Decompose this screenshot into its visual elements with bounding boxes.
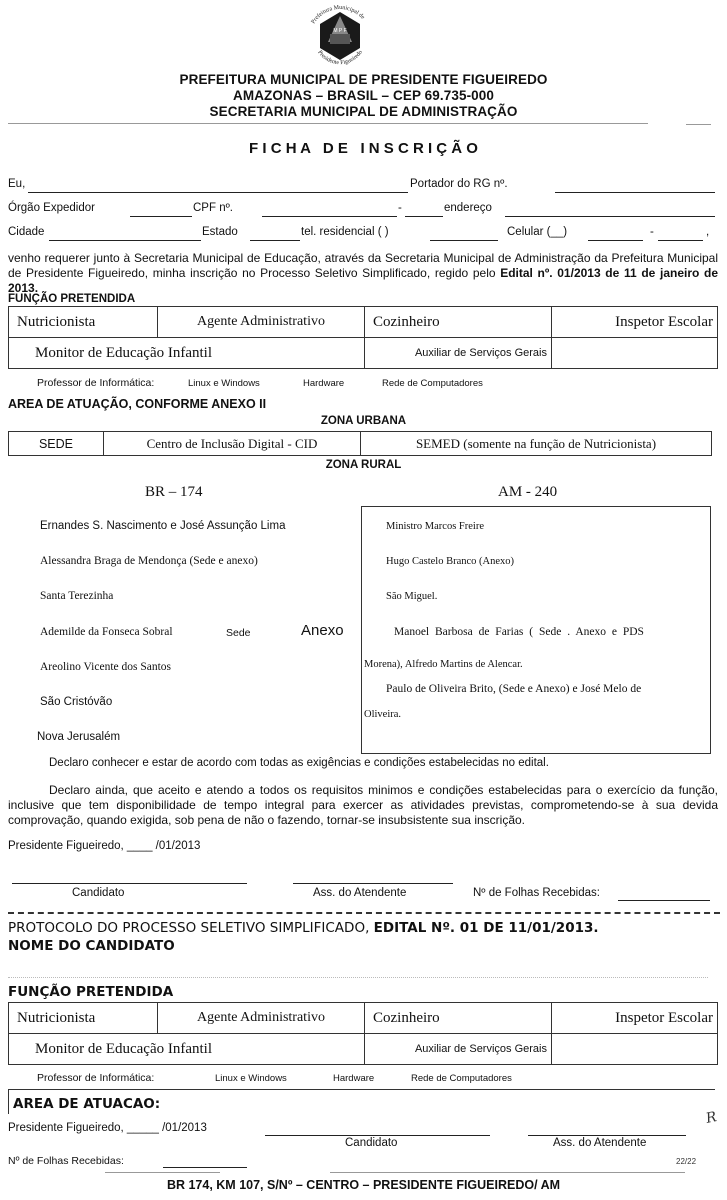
- funcao-option-cozinheiro[interactable]: Cozinheiro: [365, 307, 552, 338]
- declaration-2: Declaro ainda, que aceito e atendo a todos os requisitos minimos e condições estabelecidas para o exercício da função, inclusive que tem disponibilidade de tempo integral para exercer as atividades previstas, comprometendo-se à sua devida comprovação, quando exigida, sob pena de não o fazendo, tornar-se insubsistente sua inscrição.: [8, 783, 718, 827]
- candidato-signature-line[interactable]: [12, 883, 247, 884]
- funcao-option-inspetor-escolar[interactable]: Inspetor Escolar: [552, 307, 718, 338]
- handwritten-mark: R: [704, 1109, 719, 1127]
- tel-residencial-input-line[interactable]: [430, 240, 498, 241]
- br-item-santa-terezinha[interactable]: Santa Terezinha: [40, 590, 114, 602]
- protocolo-atendente-line[interactable]: [528, 1135, 686, 1136]
- br-ademilde-anexo[interactable]: Anexo: [301, 622, 344, 639]
- funcao-empty-cell: [552, 338, 718, 369]
- am-item-ministro-marcos-freire[interactable]: Ministro Marcos Freire: [386, 521, 484, 532]
- zona-urbana-table: [8, 431, 712, 456]
- protocolo-title: [8, 920, 599, 936]
- protocolo-funcao-auxiliar[interactable]: Auxiliar de Serviços Gerais: [365, 1034, 552, 1065]
- professor-option-rede[interactable]: Rede de Computadores: [382, 378, 483, 389]
- endereco-input-line[interactable]: [505, 216, 715, 217]
- protocolo-date-line: Presidente Figueiredo, _____ /01/2013: [8, 1122, 207, 1134]
- label-tel-residencial: tel. residencial ( ): [301, 226, 389, 238]
- funcao-option-monitor[interactable]: Monitor de Educação Infantil: [9, 338, 365, 369]
- protocolo-funcao-inspetor-escolar[interactable]: Inspetor Escolar: [552, 1003, 718, 1034]
- br-174-title: BR – 174: [145, 484, 203, 500]
- am-item-paulo-oliveira-cont: Oliveira.: [364, 709, 402, 720]
- am-item-manoel-barbosa[interactable]: Manoel Barbosa de Farias ( Sede . Anexo e PDS: [394, 626, 644, 638]
- declaration-1: Declaro conhecer e estar de acordo com todas as exigências e condições estabelecidas no edital.: [49, 757, 549, 769]
- protocolo-funcao-empty-cell: [552, 1034, 718, 1065]
- funcao-title: FUNÇÃO PRETENDIDA: [8, 293, 136, 305]
- br-item-ernandes[interactable]: Ernandes S. Nascimento e José Assunção Lima: [40, 520, 286, 532]
- nome-input-line[interactable]: [8, 977, 708, 978]
- am-item-paulo-oliveira[interactable]: Paulo de Oliveira Brito, (Sede e Anexo) e José Melo de: [386, 683, 642, 695]
- protocolo-professor-hardware[interactable]: Hardware: [333, 1073, 375, 1084]
- edital-reference: Edital nº. 01/2013 de 11 de janeiro de 2013.: [8, 266, 718, 295]
- area-title: AREA DE ATUAÇÃO, CONFORME ANEXO II: [8, 397, 267, 411]
- municipal-seal-logo: [300, 2, 380, 70]
- request-text: venho requerer junto à Secretaria Municipal de Educação, através da Secretaria Municipal de Administração da Prefeitura Municipal de Presidente Figueiredo, minha inscrição no Processo Seletivo Simplificado, regido pelo: [8, 251, 718, 280]
- celular-suffix-input-line[interactable]: [658, 240, 703, 241]
- cidade-input-line[interactable]: [49, 240, 201, 241]
- protocolo-professor-linux-windows[interactable]: Linux e Windows: [215, 1073, 287, 1084]
- header-divider-short: [686, 124, 711, 125]
- date-line: Presidente Figueiredo, ____ /01/2013: [8, 840, 201, 852]
- label-rg: Portador do RG nº.: [410, 178, 508, 190]
- header-line-1: PREFEITURA MUNICIPAL DE PRESIDENTE FIGUEIREDO: [179, 72, 548, 87]
- protocolo-funcao-monitor[interactable]: Monitor de Educação Infantil: [9, 1034, 365, 1065]
- celular-dash: -: [650, 226, 654, 238]
- funcao-option-agente-administrativo[interactable]: Agente Administrativo: [158, 307, 365, 338]
- page-number: 22/22: [676, 1157, 697, 1166]
- urbana-option-semed[interactable]: SEMED (somente na função de Nutricionista): [361, 432, 712, 456]
- estado-input-line[interactable]: [250, 240, 300, 241]
- logo-letters: M P F: [333, 28, 347, 34]
- label-eu: Eu,: [8, 178, 26, 190]
- professor-option-hardware[interactable]: Hardware: [303, 378, 345, 389]
- professor-label: Professor de Informática:: [37, 377, 155, 389]
- urbana-option-sede[interactable]: SEDE: [9, 432, 104, 456]
- protocolo-funcao-cozinheiro[interactable]: Cozinheiro: [365, 1003, 552, 1034]
- br-ademilde-sede[interactable]: Sede: [226, 627, 251, 639]
- form-title: F I C H A D E I N S C R I Ç Ã O: [249, 140, 478, 157]
- protocolo-candidato-line[interactable]: [265, 1135, 490, 1136]
- cpf-digit-input-line[interactable]: [405, 216, 443, 217]
- request-paragraph: [8, 251, 718, 296]
- header-line-3: SECRETARIA MUNICIPAL DE ADMINISTRAÇÃO: [209, 104, 518, 119]
- orgao-input-line[interactable]: [130, 216, 192, 217]
- protocolo-funcao-nutricionista[interactable]: Nutricionista: [9, 1003, 158, 1034]
- label-endereco: endereço: [444, 202, 492, 214]
- name-input-line[interactable]: [28, 192, 408, 193]
- funcao-option-auxiliar[interactable]: Auxiliar de Serviços Gerais: [365, 338, 552, 369]
- protocolo-candidato-label: Candidato: [345, 1137, 398, 1149]
- protocolo-title-text: PROTOCOLO DO PROCESSO SELETIVO SIMPLIFICADO,: [8, 920, 374, 936]
- cpf-dash: -: [398, 202, 402, 214]
- am-item-manoel-barbosa-cont: Morena), Alfredo Martins de Alencar.: [364, 659, 523, 670]
- footer-divider-right: [330, 1172, 685, 1173]
- funcao-option-nutricionista[interactable]: Nutricionista: [9, 307, 158, 338]
- protocolo-area-title: AREA DE ATUACAO:: [13, 1096, 161, 1112]
- footer-address: BR 174, KM 107, S/Nº – CENTRO – PRESIDENTE FIGUEIREDO/ AM: [166, 1178, 561, 1192]
- atendente-label: Ass. do Atendente: [313, 887, 407, 899]
- celular-input-line[interactable]: [588, 240, 643, 241]
- protocolo-atendente-label: Ass. do Atendente: [553, 1137, 647, 1149]
- celular-comma: ,: [706, 226, 710, 238]
- protocolo-funcao-agente-administrativo[interactable]: Agente Administrativo: [158, 1003, 365, 1034]
- br-item-sao-cristovao[interactable]: São Cristóvão: [40, 696, 113, 708]
- logo-text-bottom: Presidente Figueiredo: [316, 49, 364, 67]
- am-item-hugo-castelo-branco[interactable]: Hugo Castelo Branco (Anexo): [386, 556, 515, 567]
- label-cpf: CPF nº.: [193, 202, 233, 214]
- header-divider: [8, 123, 648, 124]
- cpf-input-line[interactable]: [262, 216, 397, 217]
- protocolo-folhas-input-line[interactable]: [163, 1167, 247, 1168]
- label-celular: Celular (__): [507, 226, 568, 238]
- folhas-label: Nº de Folhas Recebidas:: [473, 887, 600, 899]
- urbana-option-cid[interactable]: Centro de Inclusão Digital - CID: [104, 432, 361, 456]
- br-item-ademilde[interactable]: Ademilde da Fonseca Sobral: [40, 626, 173, 638]
- cut-line: [8, 912, 720, 914]
- footer-divider-left: [105, 1172, 220, 1173]
- br-item-nova-jerusalem[interactable]: Nova Jerusalém: [37, 731, 121, 743]
- am-item-sao-miguel[interactable]: São Miguel.: [386, 591, 438, 602]
- protocolo-funcao-table: [8, 1002, 718, 1065]
- candidato-label: Candidato: [72, 887, 125, 899]
- zona-rural-title: ZONA RURAL: [325, 459, 402, 471]
- rg-input-line[interactable]: [555, 192, 715, 193]
- br-item-alessandra[interactable]: Alessandra Braga de Mendonça (Sede e anexo): [40, 555, 258, 567]
- header-line-2: AMAZONAS – BRASIL – CEP 69.735-000: [233, 88, 494, 103]
- protocolo-professor-rede[interactable]: Rede de Computadores: [411, 1073, 512, 1084]
- br-item-areolino[interactable]: Areolino Vicente dos Santos: [40, 661, 172, 673]
- folhas-input-line[interactable]: [618, 900, 710, 901]
- label-orgao-expedidor: Órgão Expedidor: [8, 202, 95, 214]
- protocolo-folhas-label: Nº de Folhas Recebidas:: [8, 1155, 124, 1167]
- am-240-title: AM - 240: [498, 484, 558, 500]
- label-cidade: Cidade: [8, 226, 45, 238]
- protocolo-edital: EDITAL Nº. 01 DE 11/01/2013.: [373, 920, 599, 936]
- protocolo-funcao-title: FUNÇÃO PRETENDIDA: [8, 984, 174, 1000]
- label-estado: Estado: [202, 226, 238, 238]
- protocolo-professor-label: Professor de Informática:: [37, 1072, 155, 1084]
- logo-text-top: Prefeitura Municipal de: [310, 4, 366, 26]
- professor-option-linux-windows[interactable]: Linux e Windows: [188, 378, 260, 389]
- atendente-signature-line[interactable]: [293, 883, 453, 884]
- protocolo-nome-candidato: NOME DO CANDIDATO: [8, 938, 175, 954]
- funcao-table: [8, 306, 718, 369]
- zona-urbana-title: ZONA URBANA: [320, 415, 407, 427]
